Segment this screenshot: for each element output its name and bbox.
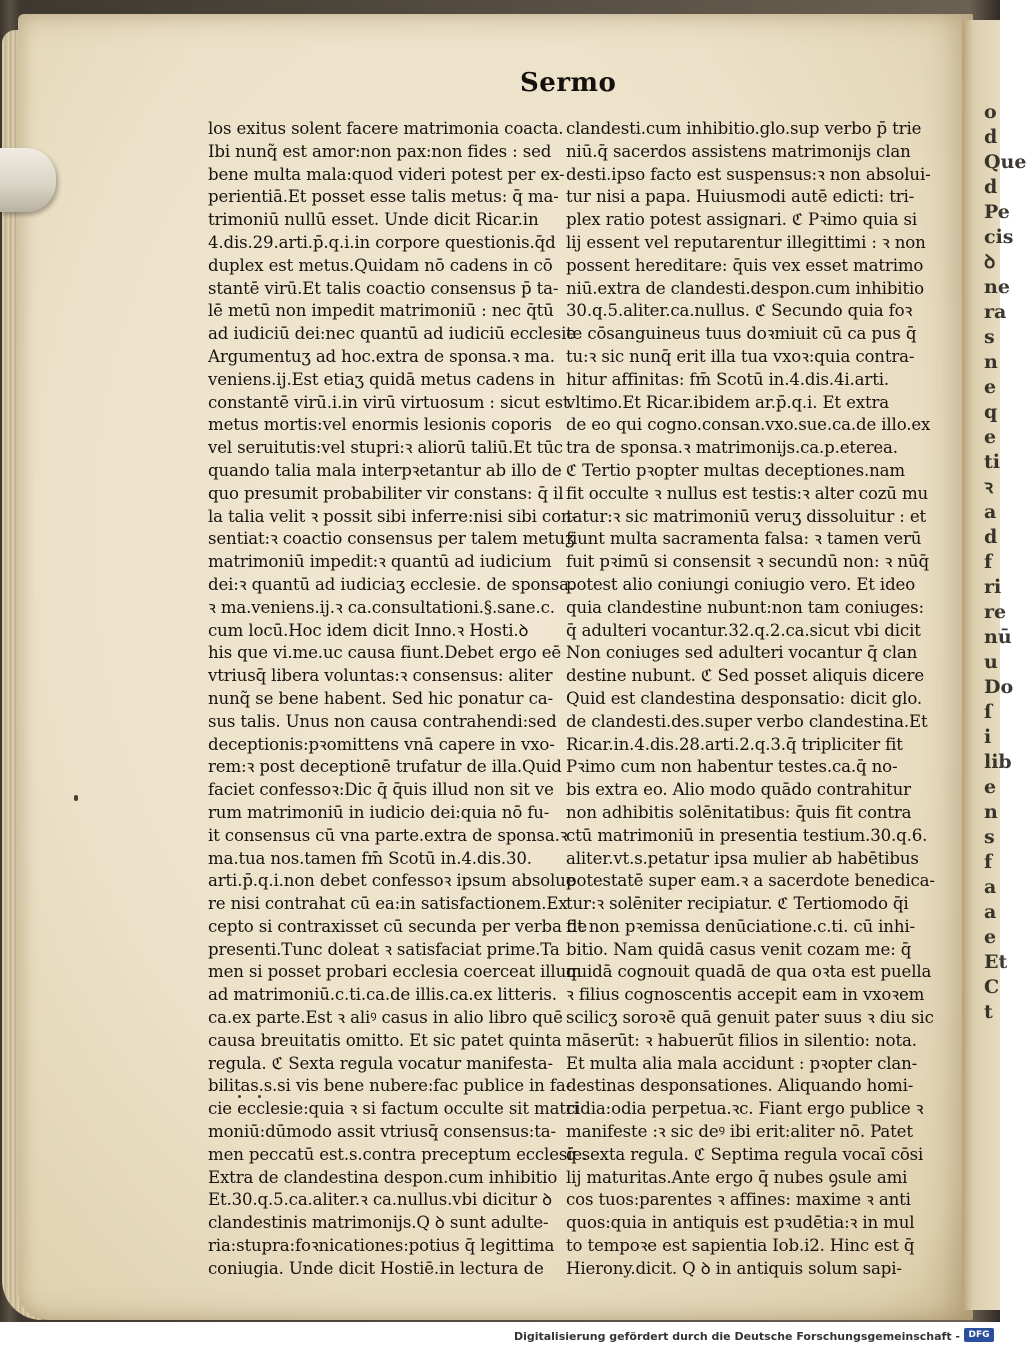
footer-credit: Digitalisierung gefördert durch die Deutsche Forschungsgemeinschaft - bbox=[513, 1330, 960, 1343]
right-column-line: scilicʒ soroꝛē quā genuit pater suus ꝛ diu sic bbox=[566, 1008, 934, 1028]
left-column-line: matrimoniū impedit:ꝛ quantū ad iudicium bbox=[208, 552, 552, 572]
right-column-line: quidā cognouit quadā de qua oꝛta est puella bbox=[566, 962, 932, 982]
left-column-line: 4.dis.29.arti.p̄.q.i.in corpore questionis.q̄d bbox=[208, 232, 556, 252]
left-column-line: cie ecclesie:quia ꝛ si factum occulte sit matri bbox=[208, 1099, 579, 1119]
left-column-line: la talia velit ꝛ possit sibi inferre:nisi sibi con- bbox=[208, 506, 577, 526]
right-column-line: bis extra eo. Alio modo quādo contrahitur bbox=[566, 780, 911, 800]
facing-page-fragment: cis bbox=[984, 226, 1014, 248]
facing-page-fragment: a bbox=[984, 876, 997, 898]
right-column-line: cos tuos:parentes ꝛ affines: maxime ꝛ anti bbox=[566, 1190, 911, 1210]
left-column-line: nunq̃ se bene habent. Sed hic ponatur ca- bbox=[208, 688, 553, 708]
left-column-line: rem:ꝛ post deceptionē trufatur de illa.Quid bbox=[208, 757, 562, 777]
right-column-line: Et multa alia mala accidunt : pꝛopter clan- bbox=[566, 1053, 918, 1073]
right-column-line: māserūt: ꝛ habuerūt filios in silentio: nota. bbox=[566, 1030, 917, 1050]
left-column-line: metus mortis:vel enormis lesionis coporis bbox=[208, 415, 552, 435]
right-column-line: to tempoꝛe est sapientia Iob.i2. Hinc est q̄ bbox=[566, 1236, 915, 1256]
left-column-line: re nisi contrahat cū ea:in satisfactionem.Ex bbox=[208, 894, 568, 914]
right-column-line: te cōsanguineus tuus doꝛmiuit cū ca pus q̄ bbox=[566, 324, 917, 344]
left-column-line: lē metū non impedit matrimoniū : nec q̄tū bbox=[208, 301, 554, 321]
facing-page-fragment: Pe bbox=[984, 201, 1010, 223]
facing-page-fragment: u bbox=[984, 651, 998, 673]
right-column-line: fuit pꝛimū si consensit ꝛ secundū non: ꝛ nūq̄ bbox=[566, 552, 929, 572]
left-column-line: duplex est metus.Quidam nō cadens in cō bbox=[208, 255, 553, 275]
facing-page-fragment: t bbox=[984, 1001, 993, 1023]
right-column-line: Non coniuges sed adulteri vocantur q̄ clan bbox=[566, 643, 918, 663]
left-column-line: ca.ex parte.Est ꝛ aliꝰ casus in alio libro quē bbox=[208, 1008, 563, 1028]
left-column-line: constantē virū.i.in virū virtuosum : sicut est bbox=[208, 392, 570, 412]
left-column-line: cepto si contraxisset cū secunda per verba de bbox=[208, 916, 587, 936]
left-column-line: cum locū.Hoc idem dicit Inno.ꝛ Hosti.ꝺ bbox=[208, 620, 529, 640]
facing-page-fragment: e bbox=[984, 426, 997, 448]
left-column-line: ria:stupra:foꝛnicationes:potius q̄ legittima bbox=[208, 1236, 555, 1256]
facing-page-fragment: q bbox=[984, 401, 998, 423]
right-column-line: tra de sponsa.ꝛ matrimonijs.ca.p.eterea. bbox=[566, 438, 898, 458]
right-column-line: ctū matrimoniū in presentia testium.30.q.6. bbox=[566, 825, 928, 845]
left-column-line: perientiā.Et posset esse talis metus: q̄ ma- bbox=[208, 187, 559, 207]
right-column-line: bitio. Nam quidā casus venit cozam me: q̄ bbox=[566, 939, 912, 959]
left-column-line: los exitus solent facere matrimonia coacta. bbox=[208, 119, 564, 138]
ink-speck bbox=[258, 1095, 261, 1098]
facing-page-fragment: ſ bbox=[984, 701, 993, 723]
facing-page-fragment: ꝛ bbox=[984, 476, 994, 498]
right-column-line: destinas desponsationes. Aliquando homi- bbox=[566, 1076, 914, 1096]
facing-page-fragment: e bbox=[984, 376, 997, 398]
left-column-line: bene multa mala:quod videri potest per ex- bbox=[208, 164, 565, 184]
facing-page-fragment: ra bbox=[984, 301, 1007, 323]
right-column-line: tatur:ꝛ sic matrimoniū veruʒ dissoluitur : et bbox=[566, 506, 927, 526]
right-column-line: fit non pꝛemissa denūciatione.c.ti. cū inhi- bbox=[566, 916, 915, 936]
facing-page-text bbox=[984, 100, 1026, 1025]
right-column-line: vltimo.Et Ricar.ibidem ar.p̄.q.i. Et extra bbox=[566, 392, 889, 412]
facing-page-fragment: o bbox=[984, 101, 997, 123]
left-column-line: ma.tua nos.tamen fm̄ Scotū in.4.dis.30. bbox=[208, 848, 532, 868]
right-column-line: lij maturitas.Ante ergo q̄ nubes ꝯsule ami bbox=[566, 1167, 908, 1187]
right-column-line: clandesti.cum inhibitio.glo.sup verbo p̄ trie bbox=[566, 119, 922, 138]
right-column-line: potestatē super eam.ꝛ a sacerdote benedica- bbox=[566, 871, 935, 891]
right-column-line: de eo qui cogno.consan.vxo.sue.ca.de illo.ex bbox=[566, 415, 931, 435]
left-column-line: Argumentuʒ ad hoc.extra de sponsa.ꝛ ma. bbox=[208, 346, 555, 366]
facing-page-fragment: ꝺ bbox=[984, 251, 996, 273]
right-column-line: plex ratio potest assignari. ℭ Pꝛimo quia si bbox=[566, 210, 918, 230]
right-column-line: niū.q̄ sacerdos assistens matrimonijs clan bbox=[566, 141, 911, 161]
left-column-line: arti.p̄.q.i.non debet confessoꝛ ipsum absolue bbox=[208, 871, 576, 891]
left-column-line: men si posset probari ecclesia coerceat illum bbox=[208, 962, 582, 982]
paper-clip-tab bbox=[0, 148, 56, 212]
right-column-line: de clandesti.des.super verbo clandestina.Et bbox=[566, 711, 928, 731]
facing-page-fragment: d bbox=[984, 526, 998, 548]
right-column-line: 30.q.5.aliter.ca.nullus. ℭ Secundo quia foꝛ bbox=[566, 301, 913, 321]
right-column-line: aliter.vt.s.petatur ipsa mulier ab habētibus bbox=[566, 848, 919, 868]
facing-page-fragment: ne bbox=[984, 276, 1010, 298]
running-title: Sermo bbox=[520, 68, 617, 98]
right-column-line: q̄ adulteri vocantur.32.q.2.ca.sicut vbi dicit bbox=[566, 620, 921, 640]
right-column-line: possent hereditare: q̄uis vex esset matrimo bbox=[566, 255, 924, 275]
right-column-line: lij essent vel reputarentur illegittimi : ꝛ non bbox=[566, 232, 926, 252]
facing-page-fragment: C bbox=[984, 976, 1000, 998]
left-column-line: Et.30.q.5.ca.aliter.ꝛ ca.nullus.vbi dicitur ꝺ bbox=[208, 1190, 552, 1210]
right-column-line: destine nubunt. ℭ Sed posset aliquis dicere bbox=[566, 666, 924, 686]
right-column-line: Hierony.dicit. Q ꝺ in antiquis solum sapi- bbox=[566, 1258, 902, 1278]
right-column-line: tu:ꝛ sic nunq̄ erit illa tua vxoꝛ:quia contra- bbox=[566, 346, 915, 366]
facing-page-fragment: d bbox=[984, 126, 998, 148]
left-column-line: Extra de clandestina despon.cum inhibitio bbox=[208, 1167, 558, 1187]
facing-page-fragment: s bbox=[984, 326, 995, 348]
left-column-line: vtriusq̄ libera voluntas:ꝛ consensus: aliter bbox=[208, 666, 553, 686]
facing-page-fragment: Do bbox=[984, 676, 1014, 698]
left-column-line: rum matrimoniū in iudicio dei:quia nō fu- bbox=[208, 802, 550, 822]
right-column-line: desti.ipso facto est suspensus:ꝛ non absolui- bbox=[566, 164, 931, 184]
left-column-line: his que vi.me.uc causa fiunt.Debet ergo eē bbox=[208, 643, 562, 663]
facing-page-fragment: i bbox=[984, 726, 992, 748]
left-column-line: quo presumit probabiliter vir constans: q̄ il bbox=[208, 483, 564, 503]
facing-page-sliver bbox=[962, 20, 1026, 1310]
left-column-line: moniū:dūmodo assit vtriusq̄ consensus:ta- bbox=[208, 1122, 556, 1142]
left-column-line: faciet confessoꝛ:Dic q̄ q̄uis illud non sit ve bbox=[208, 780, 554, 800]
facing-page-fragment: re bbox=[984, 601, 1007, 623]
facing-page-fragment: e bbox=[984, 926, 997, 948]
left-column-line: coniugia. Unde dicit Hostiē.in lectura de bbox=[208, 1258, 544, 1278]
right-column-line: hitur affinitas: fm̄ Scotū in.4.dis.4i.arti. bbox=[566, 369, 889, 389]
facing-page-fragment: n bbox=[984, 801, 998, 823]
right-column-line: niū.extra de clandesti.despon.cum inhibitio bbox=[566, 278, 924, 298]
right-column-line: potest alio coniungi coniugio vero. Et ideo bbox=[566, 574, 916, 594]
facing-page-fragment: f bbox=[984, 851, 993, 873]
left-column-line: quando talia mala interpꝛetantur ab illo de bbox=[208, 460, 562, 480]
facing-page-fragment: ri bbox=[984, 576, 1002, 598]
facing-page-fragment: d bbox=[984, 176, 998, 198]
left-column-line: sentiat:ꝛ coactio consensus per talem metuʒ bbox=[208, 529, 575, 549]
left-column-line: Ibi nunq̃ est amor:non pax:non fides : sed bbox=[208, 141, 552, 161]
left-column-line: it consensus cū vna parte.extra de sponsa.ꝛ bbox=[208, 825, 568, 845]
left-column-line: veniens.ij.Est etiaʒ quidā metus cadens in bbox=[208, 369, 556, 389]
facing-page-fragment: a bbox=[984, 901, 997, 923]
facing-page-fragment: f bbox=[984, 551, 993, 573]
dfg-logo: DFG bbox=[964, 1328, 994, 1342]
left-column-line: ad iudiciū dei:nec quantū ad iudiciū ecclesie bbox=[208, 324, 576, 344]
left-column-line: regula. ℭ Sexta regula vocatur manifesta- bbox=[208, 1053, 553, 1073]
facing-page-fragment: ti bbox=[984, 451, 1000, 473]
right-column-line: non adhibitis solēnitatibus: q̄uis fit contra bbox=[566, 802, 912, 822]
right-text-column bbox=[566, 118, 935, 1281]
right-column-line: manifeste :ꝛ sic deꝰ ibi erit:aliter nō. Patet bbox=[566, 1122, 913, 1142]
left-column-line: stantē virū.Et talis coactio consensus p̄ ta- bbox=[208, 278, 559, 298]
right-column-line: Quid est clandestina desponsatio: dicit glo. bbox=[566, 688, 923, 708]
facing-page-fragment: e bbox=[984, 776, 997, 798]
left-column-line: deceptionis:pꝛomittens vnā capere in vxo- bbox=[208, 734, 555, 754]
right-column-line: fiunt multa sacramenta falsa: ꝛ tamen verū bbox=[566, 529, 922, 549]
right-column-line: ꝛ filius cognoscentis accepit eam in vxoꝛem bbox=[566, 985, 925, 1005]
facing-page-fragment: n bbox=[984, 351, 998, 373]
left-column-line: trimoniū nullū esset. Unde dicit Ricar.in bbox=[208, 210, 539, 230]
ink-speck bbox=[238, 1095, 241, 1098]
right-column-line: q̄ sexta regula. ℭ Septima regula vocaī cōsi bbox=[566, 1144, 924, 1164]
left-column-line: causa breuitatis omitto. Et sic patet quinta bbox=[208, 1030, 562, 1050]
ink-speck bbox=[74, 795, 78, 801]
left-column-line: vel seruitutis:vel stupri:ꝛ aliorū taliū.Et tūc bbox=[208, 438, 563, 458]
facing-page-fragment: Que bbox=[984, 151, 1026, 173]
left-column-line: men peccatū est.s.contra preceptum ecclesie. bbox=[208, 1144, 588, 1164]
right-column-line: cidia:odia perpetua.ꝛc. Fiant ergo publice ꝛ bbox=[566, 1099, 924, 1119]
left-column-line: ꝛ ma.veniens.ij.ꝛ ca.consultationi.§.sane.c. bbox=[208, 597, 555, 617]
right-column-line: Ricar.in.4.dis.28.arti.2.q.3.q̄ tripliciter fit bbox=[566, 734, 903, 754]
facing-page-fragment: s bbox=[984, 826, 995, 848]
left-column-line: ad matrimoniū.c.ti.ca.de illis.ca.ex litteris. bbox=[208, 985, 557, 1005]
left-text-column bbox=[208, 118, 588, 1281]
left-column-line: sus talis. Unus non causa contrahendi:sed bbox=[208, 711, 557, 731]
left-column-line: bilitas.s.si vis bene nubere:fac publice in fa- bbox=[208, 1076, 572, 1096]
right-column-line: ℭ Tertio pꝛopter multas deceptiones.nam bbox=[566, 460, 905, 480]
right-column-line: Pꝛimo cum non habentur testes.ca.q̄ no- bbox=[566, 757, 898, 777]
facing-page-fragment: Et bbox=[984, 951, 1008, 973]
facing-page-fragment: lib bbox=[984, 751, 1012, 773]
facing-page-fragment: a bbox=[984, 501, 997, 523]
left-column-line: clandestinis matrimonijs.Q ꝺ sunt adulte- bbox=[208, 1213, 549, 1233]
right-column-line: quia clandestine nubunt:non tam coniuges: bbox=[566, 597, 924, 617]
right-column-line: tur:ꝛ solēniter recipiatur. ℭ Tertiomodo q̄i bbox=[566, 894, 909, 914]
right-column-line: quos:quia in antiquis est pꝛudētia:ꝛ in mul bbox=[566, 1213, 915, 1233]
right-column-line: tur nisi a papa. Huiusmodi autē edicti: tri- bbox=[566, 187, 915, 207]
left-column-line: presenti.Tunc doleat ꝛ satisfaciat prime.Ta bbox=[208, 939, 560, 959]
facing-page-fragment: nū bbox=[984, 626, 1012, 648]
right-column-line: fit occulte ꝛ nullus est testis:ꝛ alter cozū mu bbox=[566, 483, 929, 503]
left-column-line: dei:ꝛ quantū ad iudiciaʒ ecclesie. de sponsa. bbox=[208, 574, 575, 594]
